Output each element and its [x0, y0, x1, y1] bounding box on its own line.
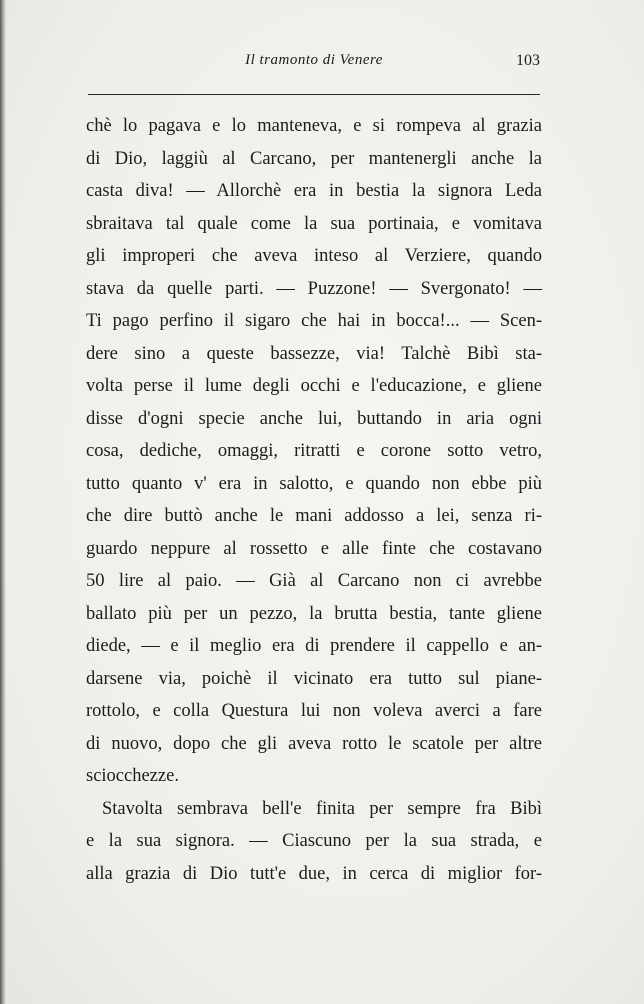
text-line: ballato più per un pezzo, la brutta bestia, tante gliene: [86, 603, 542, 624]
text-line: disse d'ogni specie anche lui, buttando in aria ogni: [86, 408, 542, 429]
text-line: dere sino a queste bassezze, via! Talchè Bibì sta-: [86, 343, 542, 364]
text-line: Ti pago perfino il sigaro che hai in bocca!... — Scen-: [86, 311, 542, 331]
running-title: Il tramonto di Venere: [245, 52, 383, 68]
text-line: chè lo pagava e lo manteneva, e si rompeva al grazia: [86, 116, 542, 136]
text-line: darsene via, poichè il vicinato era tutto sul piane-: [86, 668, 542, 689]
text-line: 50 lire al paio. — Già al Carcano non ci avrebbe: [86, 571, 542, 591]
text-line: guardo neppure al rossetto e alle finte che costavano: [86, 538, 542, 559]
page-number: 103: [516, 52, 540, 69]
text-line: gli improperi che aveva inteso al Verziere, quando: [86, 246, 542, 266]
page-binding-edge: [0, 0, 6, 1004]
text-line: volta perse il lume degli occhi e l'educazione, e gliene: [86, 376, 542, 396]
text-line: sciocchezze.: [86, 766, 179, 786]
text-line: cosa, dediche, omaggi, ritratti e corone sotto vetro,: [86, 441, 542, 461]
page-header: [88, 46, 540, 80]
text-line: tutto quanto v' era in salotto, e quando non ebbe più: [86, 473, 542, 494]
text-line: di Dio, laggiù al Carcano, per mantenergli anche la: [86, 148, 542, 169]
text-line: rottolo, e colla Questura lui non voleva averci a fare: [86, 701, 542, 721]
text-line: stava da quelle parti. — Puzzone! — Svergonato! —: [86, 278, 542, 299]
text-line: casta diva! — Allorchè era in bestia la signora Leda: [86, 181, 542, 201]
text-line: diede, — e il meglio era di prendere il cappello e an-: [86, 636, 542, 656]
text-line: Stavolta sembrava bell'e finita per sempre fra Bibì: [102, 798, 542, 819]
body-text: [86, 110, 542, 890]
text-line: di nuovo, dopo che gli aveva rotto le scatole per altre: [86, 733, 542, 754]
text-line: sbraitava tal quale come la sua portinaia, e vomitava: [86, 213, 542, 234]
text-line: che dire buttò anche le mani addosso a lei, senza ri-: [86, 506, 542, 526]
header-rule: [88, 94, 540, 95]
text-line: e la sua signora. — Ciascuno per la sua strada, e: [86, 831, 542, 851]
text-line: alla grazia di Dio tutt'e due, in cerca di miglior for-: [86, 863, 542, 884]
